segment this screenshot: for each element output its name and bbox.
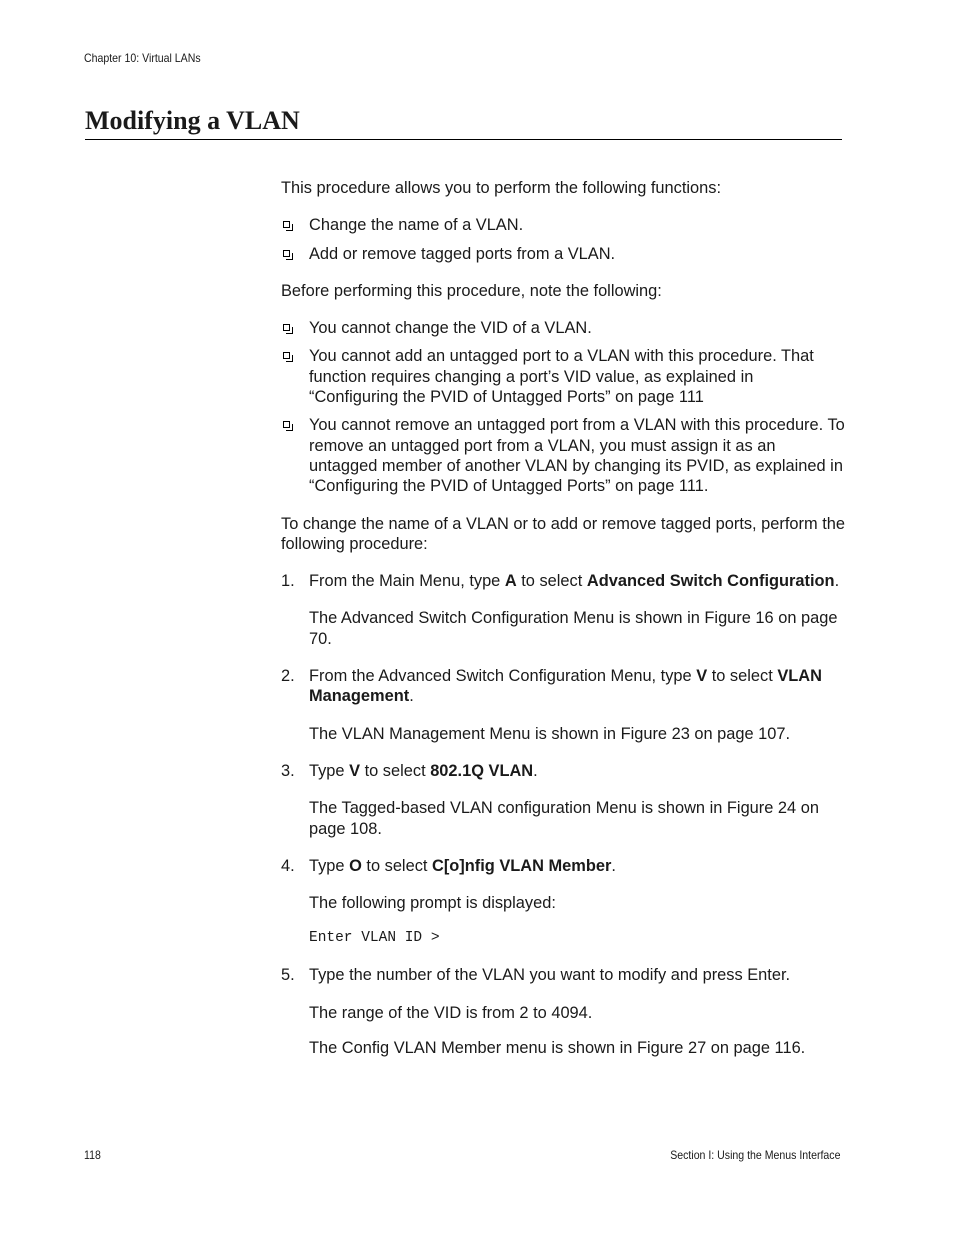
list-item-text: Add or remove tagged ports from a VLAN. [309, 244, 616, 263]
step-3 [281, 761, 846, 839]
list-item [281, 318, 846, 338]
step-number: 1. [281, 572, 295, 591]
list-item [281, 244, 846, 264]
procedure-intro-paragraph: To change the name of a VLAN or to add or remove tagged ports, perform the following procedure: [281, 514, 845, 553]
step-note: The VLAN Management Menu is shown in Figure 23 on page 107. [309, 724, 791, 743]
step-target: VLAN Management [309, 667, 822, 706]
page-title: Modifying a VLAN [85, 106, 300, 135]
list-item-text: You cannot change the VID of a VLAN. [309, 319, 592, 338]
section-footer: Section I: Using the Menus Interface [669, 1148, 840, 1162]
step-target: C[o]nfig VLAN Member [432, 856, 612, 875]
list-item [281, 415, 846, 496]
list-item-text: You cannot add an untagged port to a VLAN with this procedure. That function requires changing a port’s VID value, as explained in “Configuring the PVID of Untagged Ports” on page 111 [309, 347, 814, 407]
functions-list [281, 215, 846, 264]
step-5 [281, 965, 846, 1058]
step-1 [281, 571, 846, 649]
list-item [281, 346, 846, 407]
step-target: Advanced Switch Configuration [586, 572, 835, 591]
step-number: 2. [281, 667, 295, 686]
step-number: 3. [281, 761, 295, 780]
step-key: V [696, 667, 708, 686]
before-note-paragraph: Before performing this procedure, note the following: [281, 281, 662, 300]
list-item [281, 215, 846, 235]
step-number: 5. [281, 966, 295, 985]
command-prompt: Enter VLAN ID > [309, 930, 440, 947]
checkbox-bullet-icon [283, 352, 290, 359]
running-header: Chapter 10: Virtual LANs [84, 51, 201, 65]
step-text: Type the number of the VLAN you want to modify and press Enter. [309, 966, 791, 985]
step-note: The range of the VID is from 2 to 4094. [309, 1003, 593, 1022]
step-key: V [349, 761, 361, 780]
step-key: O [349, 856, 362, 875]
step-text: From the Advanced Switch Configuration Menu, type V to select VLAN Management. [309, 667, 822, 706]
step-note: The Config VLAN Member menu is shown in Figure 27 on page 116. [309, 1039, 806, 1058]
step-4 [281, 856, 846, 949]
body-content [281, 178, 846, 1075]
list-item-text: You cannot remove an untagged port from a VLAN with this procedure. To remove an untagged port from a VLAN, you must assign it as an untagged member of another VLAN by changing its PVID, as explained in “Configuring the PVID of Untagged Ports” on page 111. [309, 416, 845, 496]
step-note: The following prompt is displayed: [309, 894, 556, 913]
step-text: Type O to select C[o]nfig VLAN Member. [309, 856, 616, 875]
intro-paragraph: This procedure allows you to perform the following functions: [281, 179, 722, 197]
checkbox-bullet-icon [283, 250, 290, 257]
list-item-text: Change the name of a VLAN. [309, 216, 524, 235]
step-text: Type V to select 802.1Q VLAN. [309, 761, 538, 780]
step-text: From the Main Menu, type A to select Advanced Switch Configuration. [309, 572, 840, 591]
title-rule [85, 139, 842, 140]
step-key: A [504, 572, 517, 591]
step-note: The Tagged-based VLAN configuration Menu is shown in Figure 24 on page 108. [309, 799, 819, 838]
checkbox-bullet-icon [283, 421, 290, 428]
checkbox-bullet-icon [283, 221, 290, 228]
step-target: 802.1Q VLAN [430, 761, 534, 780]
notes-list [281, 318, 846, 496]
step-2 [281, 666, 846, 744]
checkbox-bullet-icon [283, 324, 290, 331]
step-number: 4. [281, 856, 295, 875]
page-number: 118 [84, 1148, 101, 1162]
step-note: The Advanced Switch Configuration Menu is shown in Figure 16 on page 70. [309, 609, 838, 648]
procedure-steps [281, 571, 846, 1058]
